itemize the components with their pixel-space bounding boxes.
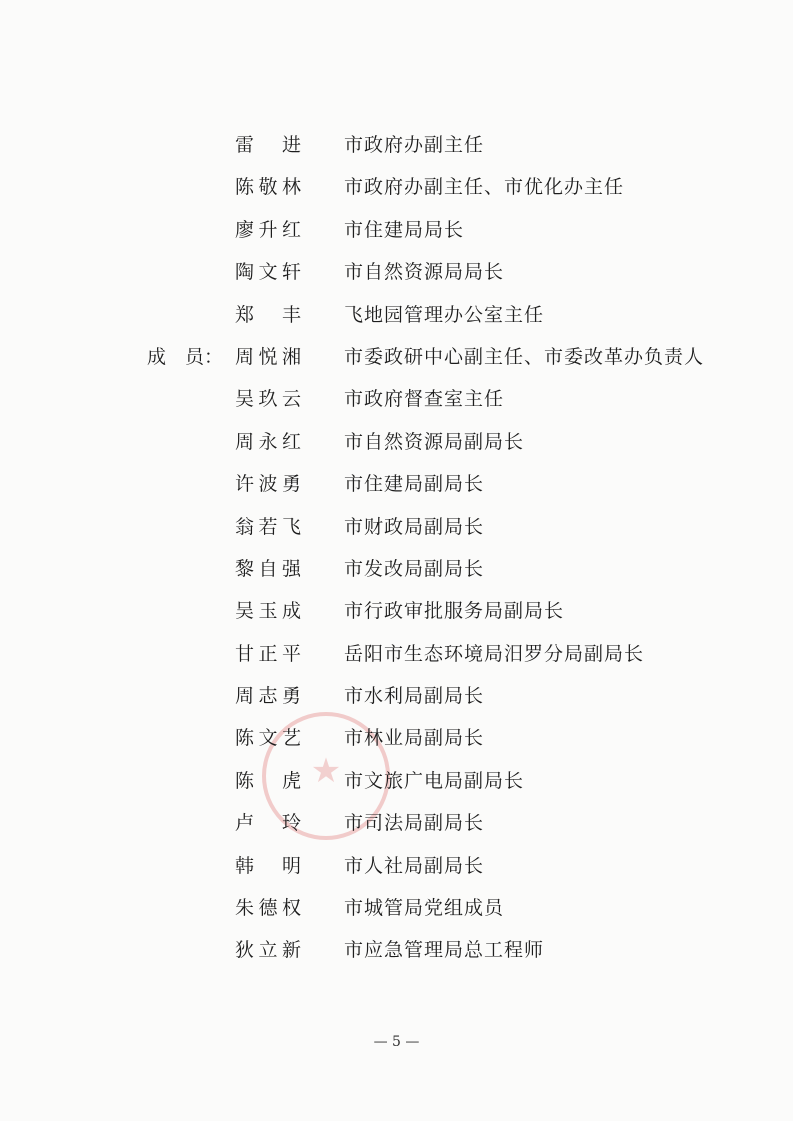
member-name: 陶文轩 [235,261,301,284]
member-name: 许波勇 [235,473,301,496]
member-row [0,166,793,208]
member-name: 韩 明 [235,854,301,877]
member-title: 市行政审批服务局副局长 [344,600,565,623]
member-name: 周志勇 [235,685,301,708]
member-row [0,209,793,251]
member-name: 甘正平 [235,642,301,665]
member-title: 市住建局局长 [344,218,465,241]
member-row [0,590,793,632]
member-title: 市政府办副主任 [344,134,485,156]
member-title: 市政府办副主任、市优化办主任 [344,176,625,199]
member-role: 成 员： [147,345,224,368]
member-row [0,760,793,802]
member-title: 岳阳市生态环境局汨罗分局副局长 [344,642,645,665]
member-name: 黎自强 [235,557,301,580]
member-row [0,929,793,971]
member-row [0,336,793,378]
member-title: 市发改局副局长 [344,557,485,580]
member-name: 雷 进 [235,134,301,156]
member-name: 陈文艺 [235,727,301,750]
member-title: 市委政研中心副主任、市委改革办负责人 [344,345,705,368]
member-row [0,463,793,505]
member-title: 市城管局党组成员 [344,897,505,920]
member-title: 市自然资源局局长 [344,261,505,284]
member-title: 市人社局副局长 [344,854,485,877]
member-name: 吴玉成 [235,600,301,623]
member-name: 吴玖云 [235,388,301,411]
member-row [0,717,793,759]
member-title: 市司法局副局长 [344,812,485,835]
member-row [0,421,793,463]
member-title: 市水利局副局长 [344,685,485,708]
member-list [0,124,793,972]
member-row [0,124,793,166]
member-title: 市住建局副局长 [344,473,485,496]
member-title: 市林业局副局长 [344,727,485,750]
member-title: 市应急管理局总工程师 [344,939,545,962]
member-row [0,675,793,717]
member-name: 翁若飞 [235,515,301,538]
page-number: — 5 — [373,1034,420,1050]
star-icon: ★ [310,751,342,791]
member-row [0,548,793,590]
member-row [0,845,793,887]
member-title: 市财政局副局长 [344,515,485,538]
member-title: 市自然资源局副局长 [344,430,525,453]
member-name: 陈 虎 [235,769,301,792]
member-name: 陈敬林 [235,176,301,199]
member-row [0,294,793,336]
member-name: 卢 玲 [235,812,301,835]
member-title: 市政府督查室主任 [344,388,505,411]
member-row [0,251,793,293]
member-row [0,378,793,420]
member-name: 廖升红 [235,218,301,241]
member-name: 狄立新 [235,939,301,962]
member-name: 周永红 [235,430,301,453]
member-row [0,887,793,929]
member-title: 飞地园管理办公室主任 [344,303,545,326]
member-name: 郑 丰 [235,303,301,326]
member-name: 周悦湘 [235,345,301,368]
member-row [0,802,793,844]
member-row [0,633,793,675]
member-name: 朱德权 [235,897,301,920]
member-row [0,506,793,548]
member-title: 市文旅广电局副局长 [344,769,525,792]
